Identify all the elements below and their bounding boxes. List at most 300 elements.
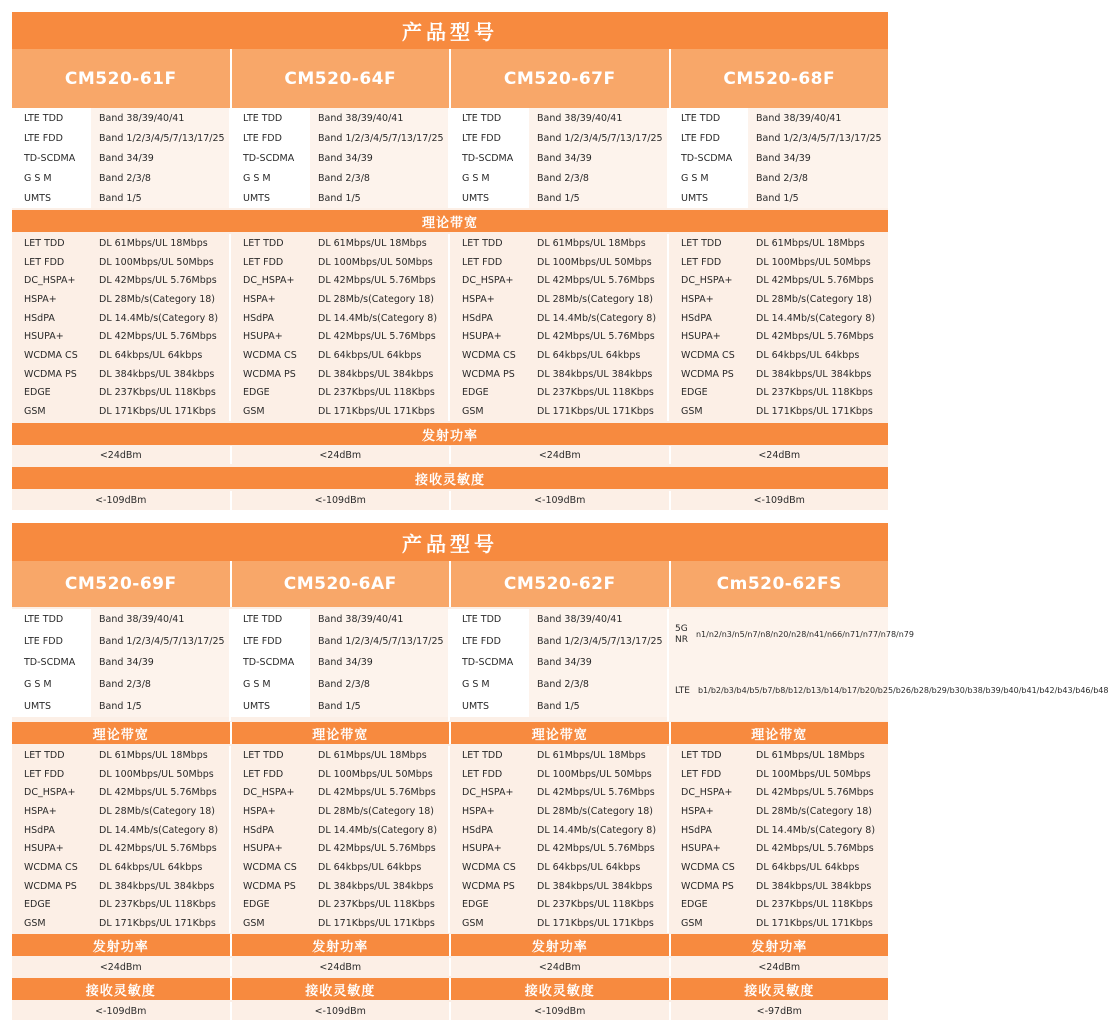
block2-sensitivity-row — [12, 1002, 888, 1020]
row-label: LET FDD — [24, 768, 65, 780]
row-label: LET FDD — [681, 256, 722, 268]
bandwidth-row — [450, 346, 667, 365]
row-label: G S M — [231, 168, 310, 188]
row-label: HSPA+ — [243, 805, 276, 817]
bandwidth-row — [450, 877, 667, 896]
band-row — [669, 168, 888, 188]
row-value: DL 42Mbps/UL 5.76Mbps — [99, 331, 217, 343]
bandwidth-row — [669, 765, 888, 784]
bandwidth-title: 理论带宽 — [232, 722, 452, 744]
row-value: Band 2/3/8 — [529, 674, 667, 696]
row-label: 5G NR — [675, 624, 688, 645]
row-label: LET FDD — [462, 768, 503, 780]
sensitivity-value: <-109dBm — [232, 1002, 452, 1020]
bandwidth-row — [231, 821, 448, 840]
bandwidth-row — [12, 914, 229, 933]
row-label: TD-SCDMA — [12, 148, 91, 168]
bandwidth-row — [231, 253, 448, 272]
row-label: HSPA+ — [24, 293, 57, 305]
row-value: DL 28Mb/s(Category 18) — [99, 293, 216, 305]
spec-block-1 — [12, 12, 888, 510]
bandwidth-row — [669, 858, 888, 877]
row-label: LET TDD — [243, 749, 284, 761]
row-label: LET FDD — [681, 768, 722, 780]
row-value: DL 100Mbps/UL 50Mbps — [756, 768, 871, 780]
band-row — [231, 674, 448, 696]
band-row — [231, 168, 448, 188]
row-label: UMTS — [450, 695, 529, 717]
row-value: DL 237Kbps/UL 118Kbps — [537, 387, 654, 399]
row-label: G S M — [669, 168, 748, 188]
row-label: HSPA+ — [681, 293, 714, 305]
row-value: DL 171Kbps/UL 171Kbps — [537, 406, 654, 418]
block2-bandwidth-titles — [12, 722, 888, 744]
bandwidth-title: 理论带宽 — [451, 722, 671, 744]
row-label: G S M — [12, 674, 91, 696]
bandwidth-row — [231, 896, 448, 915]
spec-block-2 — [12, 523, 1109, 1020]
bandwidth-row — [231, 327, 448, 346]
bandwidth-row — [669, 914, 888, 933]
bandwidth-row — [450, 896, 667, 915]
row-value: DL 384kbps/UL 384kbps — [756, 880, 872, 892]
row-label: HSdPA — [24, 312, 55, 324]
row-value: DL 384kbps/UL 384kbps — [99, 880, 215, 892]
row-value: Band 1/5 — [310, 188, 448, 208]
row-label: WCDMA PS — [24, 368, 77, 380]
block1-sensitivity-row — [12, 491, 888, 510]
bandwidth-row — [12, 802, 229, 821]
row-value: DL 64kbps/UL 64kbps — [318, 349, 422, 361]
row-value: Band 38/39/40/41 — [310, 108, 448, 128]
row-value: DL 28Mb/s(Category 18) — [756, 293, 873, 305]
row-label: WCDMA CS — [462, 861, 516, 873]
power-value: <24dBm — [232, 958, 452, 976]
bandwidth-row — [231, 858, 448, 877]
row-label: G S M — [231, 674, 310, 696]
band-row — [12, 148, 229, 168]
row-label: HSUPA+ — [681, 843, 721, 855]
row-label: DC_HSPA+ — [462, 275, 514, 287]
power-value: <24dBm — [232, 446, 452, 464]
row-value: DL 384kbps/UL 384kbps — [318, 880, 434, 892]
row-label: UMTS — [669, 188, 748, 208]
band-row — [450, 652, 667, 674]
bandwidth-row — [12, 253, 229, 272]
bandwidth-row — [231, 877, 448, 896]
row-value: Band 34/39 — [529, 652, 667, 674]
bandwidth-row — [669, 365, 888, 384]
bandwidth-row — [231, 765, 448, 784]
row-label: EDGE — [681, 899, 708, 911]
row-label: WCDMA CS — [243, 861, 297, 873]
bandwidth-row — [669, 896, 888, 915]
band-column — [231, 108, 450, 208]
bandwidth-row — [450, 234, 667, 253]
bandwidth-row — [231, 290, 448, 309]
band-column — [12, 108, 231, 208]
row-value: DL 171Kbps/UL 171Kbps — [318, 918, 435, 930]
row-label: G S M — [12, 168, 91, 188]
bandwidth-row — [450, 384, 667, 403]
row-value: DL 14.4Mb/s(Category 8) — [99, 824, 219, 836]
row-value: DL 237Kbps/UL 118Kbps — [756, 899, 873, 911]
bandwidth-row — [669, 346, 888, 365]
model-name: CM520-62F — [451, 561, 671, 607]
row-value: DL 14.4Mb/s(Category 8) — [318, 824, 438, 836]
row-value: DL 171Kbps/UL 171Kbps — [756, 918, 873, 930]
block2-band-table — [12, 609, 1109, 721]
row-label: DC_HSPA+ — [243, 787, 295, 799]
row-value: Band 34/39 — [748, 148, 888, 168]
sensitivity-title: 接收灵敏度 — [12, 978, 232, 1000]
row-value: Band 38/39/40/41 — [748, 108, 888, 128]
row-value: DL 42Mbps/UL 5.76Mbps — [318, 275, 436, 287]
row-value: DL 14.4Mb/s(Category 8) — [756, 824, 876, 836]
row-value: Band 2/3/8 — [91, 168, 229, 188]
row-value: DL 171Kbps/UL 171Kbps — [537, 918, 654, 930]
bandwidth-row — [669, 253, 888, 272]
row-label: HSPA+ — [462, 293, 495, 305]
band-column — [450, 108, 669, 208]
row-value: DL 237Kbps/UL 118Kbps — [537, 899, 654, 911]
row-label: LET TDD — [243, 237, 284, 249]
sensitivity-value: <-109dBm — [12, 491, 232, 510]
bandwidth-row — [669, 802, 888, 821]
power-title: 发射功率 — [12, 934, 232, 956]
band-row — [12, 631, 229, 653]
row-value: DL 14.4Mb/s(Category 8) — [99, 312, 219, 324]
band-row — [231, 188, 448, 208]
row-label: WCDMA PS — [462, 368, 515, 380]
row-value: Band 34/39 — [91, 148, 229, 168]
bandwidth-row — [450, 402, 667, 421]
row-label: HSdPA — [681, 312, 712, 324]
row-label: GSM — [24, 918, 46, 930]
block2-power-row — [12, 958, 888, 976]
row-value: Band 38/39/40/41 — [529, 108, 667, 128]
row-label: UMTS — [231, 188, 310, 208]
row-value: Band 38/39/40/41 — [310, 609, 448, 631]
band-column — [669, 108, 888, 208]
row-value: DL 384kbps/UL 384kbps — [99, 368, 215, 380]
row-value: DL 237Kbps/UL 118Kbps — [99, 899, 216, 911]
band-row — [231, 652, 448, 674]
row-label: LET FDD — [243, 256, 284, 268]
bandwidth-column — [231, 234, 450, 421]
row-label: WCDMA PS — [681, 368, 734, 380]
row-label: WCDMA CS — [681, 349, 735, 361]
row-label: HSdPA — [462, 824, 493, 836]
row-label: LTE TDD — [12, 609, 91, 631]
row-label: UMTS — [450, 188, 529, 208]
row-label: EDGE — [243, 899, 270, 911]
band-row — [450, 674, 667, 696]
bandwidth-row — [12, 765, 229, 784]
sensitivity-title: 接收灵敏度 — [232, 978, 452, 1000]
power-value: <24dBm — [12, 958, 232, 976]
band-row — [12, 609, 229, 631]
row-value: DL 64kbps/UL 64kbps — [756, 349, 860, 361]
row-label: HSUPA+ — [462, 843, 502, 855]
row-label: WCDMA CS — [24, 861, 78, 873]
bandwidth-row — [231, 746, 448, 765]
row-label: EDGE — [243, 387, 270, 399]
row-value: DL 42Mbps/UL 5.76Mbps — [537, 787, 655, 799]
row-value: DL 28Mb/s(Category 18) — [537, 805, 654, 817]
bandwidth-row — [669, 821, 888, 840]
row-value: Band 38/39/40/41 — [91, 609, 229, 631]
nr-row-5g — [669, 609, 914, 661]
row-label: LET FDD — [462, 256, 503, 268]
block2-model-row — [12, 561, 888, 607]
row-label: HSUPA+ — [24, 331, 64, 343]
row-value: DL 100Mbps/UL 50Mbps — [99, 768, 214, 780]
bandwidth-row — [450, 253, 667, 272]
row-label: HSUPA+ — [24, 843, 64, 855]
row-value: DL 237Kbps/UL 118Kbps — [318, 899, 435, 911]
row-label: HSUPA+ — [243, 331, 283, 343]
row-value: DL 237Kbps/UL 118Kbps — [318, 387, 435, 399]
band-row — [450, 609, 667, 631]
bandwidth-row — [669, 839, 888, 858]
bandwidth-row — [450, 783, 667, 802]
bandwidth-row — [12, 858, 229, 877]
nr-band-column — [669, 609, 1109, 721]
sensitivity-value: <-109dBm — [671, 491, 889, 510]
band-row — [231, 128, 448, 148]
row-value: Band 1/2/3/4/5/7/13/17/25 — [529, 631, 667, 653]
bandwidth-row — [12, 877, 229, 896]
bandwidth-row — [450, 858, 667, 877]
row-label: WCDMA CS — [24, 349, 78, 361]
band-row — [669, 188, 888, 208]
row-label: LTE TDD — [450, 609, 529, 631]
band-row — [231, 609, 448, 631]
row-label: WCDMA PS — [243, 880, 296, 892]
row-value: DL 42Mbps/UL 5.76Mbps — [756, 275, 874, 287]
row-label: HSPA+ — [681, 805, 714, 817]
band-row — [231, 108, 448, 128]
row-label: HSdPA — [24, 824, 55, 836]
row-value: DL 42Mbps/UL 5.76Mbps — [318, 787, 436, 799]
bandwidth-row — [669, 327, 888, 346]
bandwidth-row — [231, 783, 448, 802]
row-label: LET TDD — [462, 749, 503, 761]
model-name: Cm520-62FS — [671, 561, 889, 607]
row-label: UMTS — [12, 695, 91, 717]
row-label: GSM — [681, 406, 703, 418]
bandwidth-row — [231, 839, 448, 858]
row-value: DL 42Mbps/UL 5.76Mbps — [318, 843, 436, 855]
sensitivity-value: <-109dBm — [451, 491, 671, 510]
row-value: DL 384kbps/UL 384kbps — [318, 368, 434, 380]
row-label: TD-SCDMA — [450, 652, 529, 674]
row-value: n1/n2/n3/n5/n7/n8/n20/n28/n41/n66/n71/n77/n78/n79 — [695, 630, 914, 639]
row-label: GSM — [681, 918, 703, 930]
bandwidth-title: 理论带宽 — [671, 722, 889, 744]
row-label: HSPA+ — [24, 805, 57, 817]
row-value: Band 34/39 — [529, 148, 667, 168]
row-value: Band 2/3/8 — [91, 674, 229, 696]
row-label: DC_HSPA+ — [462, 787, 514, 799]
bandwidth-row — [12, 896, 229, 915]
row-label: HSPA+ — [243, 293, 276, 305]
row-label: HSdPA — [681, 824, 712, 836]
bandwidth-row — [669, 271, 888, 290]
bandwidth-row — [12, 746, 229, 765]
bandwidth-row — [669, 783, 888, 802]
band-row — [12, 188, 229, 208]
row-label: UMTS — [231, 695, 310, 717]
row-value: DL 64kbps/UL 64kbps — [537, 861, 641, 873]
block2-sensitivity-titles — [12, 978, 888, 1000]
bandwidth-row — [231, 234, 448, 253]
row-label: EDGE — [462, 387, 489, 399]
block1-bandwidth-title: 理论带宽 — [12, 210, 888, 232]
bandwidth-row — [231, 271, 448, 290]
row-value: DL 171Kbps/UL 171Kbps — [756, 406, 873, 418]
bandwidth-row — [12, 365, 229, 384]
bandwidth-row — [231, 802, 448, 821]
row-label: DC_HSPA+ — [681, 787, 733, 799]
row-label: LTE FDD — [12, 631, 91, 653]
row-label: DC_HSPA+ — [243, 275, 295, 287]
row-label: EDGE — [24, 387, 51, 399]
band-row — [231, 695, 448, 717]
bandwidth-row — [450, 839, 667, 858]
row-label: HSUPA+ — [243, 843, 283, 855]
block1-title: 产品型号 — [12, 12, 888, 49]
row-value: DL 171Kbps/UL 171Kbps — [99, 918, 216, 930]
bandwidth-row — [12, 309, 229, 328]
band-column — [231, 609, 450, 721]
bandwidth-row — [12, 290, 229, 309]
bandwidth-row — [450, 271, 667, 290]
row-value: Band 34/39 — [310, 652, 448, 674]
band-row — [669, 128, 888, 148]
bandwidth-row — [450, 802, 667, 821]
row-label: DC_HSPA+ — [24, 275, 76, 287]
row-value: DL 42Mbps/UL 5.76Mbps — [99, 275, 217, 287]
row-value: Band 1/2/3/4/5/7/13/17/25 — [91, 128, 229, 148]
band-row — [450, 695, 667, 717]
row-label: TD-SCDMA — [12, 652, 91, 674]
bandwidth-row — [450, 309, 667, 328]
row-label: UMTS — [12, 188, 91, 208]
row-label: HSdPA — [243, 312, 274, 324]
nr-row-lte — [669, 661, 1109, 721]
power-value: <24dBm — [671, 446, 889, 464]
row-label: LTE TDD — [450, 108, 529, 128]
model-name: CM520-69F — [12, 561, 232, 607]
power-value: <24dBm — [451, 958, 671, 976]
bandwidth-row — [12, 327, 229, 346]
band-column — [450, 609, 669, 721]
row-value: DL 14.4Mb/s(Category 8) — [318, 312, 438, 324]
sensitivity-title: 接收灵敏度 — [671, 978, 889, 1000]
row-value: Band 2/3/8 — [529, 168, 667, 188]
row-label: EDGE — [24, 899, 51, 911]
row-value: DL 28Mb/s(Category 18) — [318, 293, 435, 305]
bandwidth-title: 理论带宽 — [12, 722, 232, 744]
row-value: DL 61Mbps/UL 18Mbps — [318, 237, 427, 249]
row-label: HSUPA+ — [681, 331, 721, 343]
row-value: Band 38/39/40/41 — [91, 108, 229, 128]
row-value: DL 237Kbps/UL 118Kbps — [756, 387, 873, 399]
model-name: CM520-64F — [232, 49, 452, 108]
bandwidth-row — [669, 384, 888, 403]
row-label: LTE FDD — [450, 128, 529, 148]
row-value: DL 171Kbps/UL 171Kbps — [318, 406, 435, 418]
row-label: GSM — [243, 406, 265, 418]
row-label: DC_HSPA+ — [681, 275, 733, 287]
row-label: TD-SCDMA — [231, 148, 310, 168]
model-name: CM520-6AF — [232, 561, 452, 607]
row-label: G S M — [450, 168, 529, 188]
bandwidth-row — [450, 914, 667, 933]
row-label: HSdPA — [462, 312, 493, 324]
bandwidth-row — [12, 783, 229, 802]
row-value: DL 237Kbps/UL 118Kbps — [99, 387, 216, 399]
row-label: TD-SCDMA — [450, 148, 529, 168]
row-label: LTE TDD — [231, 609, 310, 631]
bandwidth-column — [12, 746, 231, 933]
bandwidth-row — [12, 384, 229, 403]
block1-sensitivity-title: 接收灵敏度 — [12, 467, 888, 489]
row-label: LET FDD — [24, 256, 65, 268]
bandwidth-row — [231, 309, 448, 328]
bandwidth-row — [450, 765, 667, 784]
band-row — [450, 148, 667, 168]
row-value: DL 64kbps/UL 64kbps — [756, 861, 860, 873]
row-value: Band 2/3/8 — [310, 674, 448, 696]
block2-bandwidth-table — [12, 746, 888, 933]
row-value: DL 42Mbps/UL 5.76Mbps — [537, 843, 655, 855]
power-title: 发射功率 — [671, 934, 889, 956]
row-label: GSM — [462, 918, 484, 930]
bandwidth-row — [450, 746, 667, 765]
bandwidth-row — [12, 839, 229, 858]
band-row — [450, 168, 667, 188]
row-value: DL 42Mbps/UL 5.76Mbps — [756, 331, 874, 343]
row-value: DL 64kbps/UL 64kbps — [537, 349, 641, 361]
band-row — [450, 108, 667, 128]
row-value: DL 42Mbps/UL 5.76Mbps — [756, 843, 874, 855]
row-label: LET TDD — [681, 237, 722, 249]
band-row — [12, 695, 229, 717]
row-value: DL 384kbps/UL 384kbps — [537, 880, 653, 892]
row-label: G S M — [450, 674, 529, 696]
row-label: LTE FDD — [450, 631, 529, 653]
band-row — [450, 188, 667, 208]
row-label: WCDMA PS — [681, 880, 734, 892]
band-row — [231, 148, 448, 168]
bandwidth-column — [231, 746, 450, 933]
power-title: 发射功率 — [451, 934, 671, 956]
row-label: LTE FDD — [231, 631, 310, 653]
model-name: CM520-68F — [671, 49, 889, 108]
row-label: HSUPA+ — [462, 331, 502, 343]
row-value: DL 42Mbps/UL 5.76Mbps — [99, 843, 217, 855]
bandwidth-column — [669, 234, 888, 421]
row-label: TD-SCDMA — [669, 148, 748, 168]
band-row — [12, 652, 229, 674]
row-value: DL 42Mbps/UL 5.76Mbps — [756, 787, 874, 799]
band-row — [12, 108, 229, 128]
bandwidth-row — [231, 346, 448, 365]
row-value: DL 100Mbps/UL 50Mbps — [99, 256, 214, 268]
